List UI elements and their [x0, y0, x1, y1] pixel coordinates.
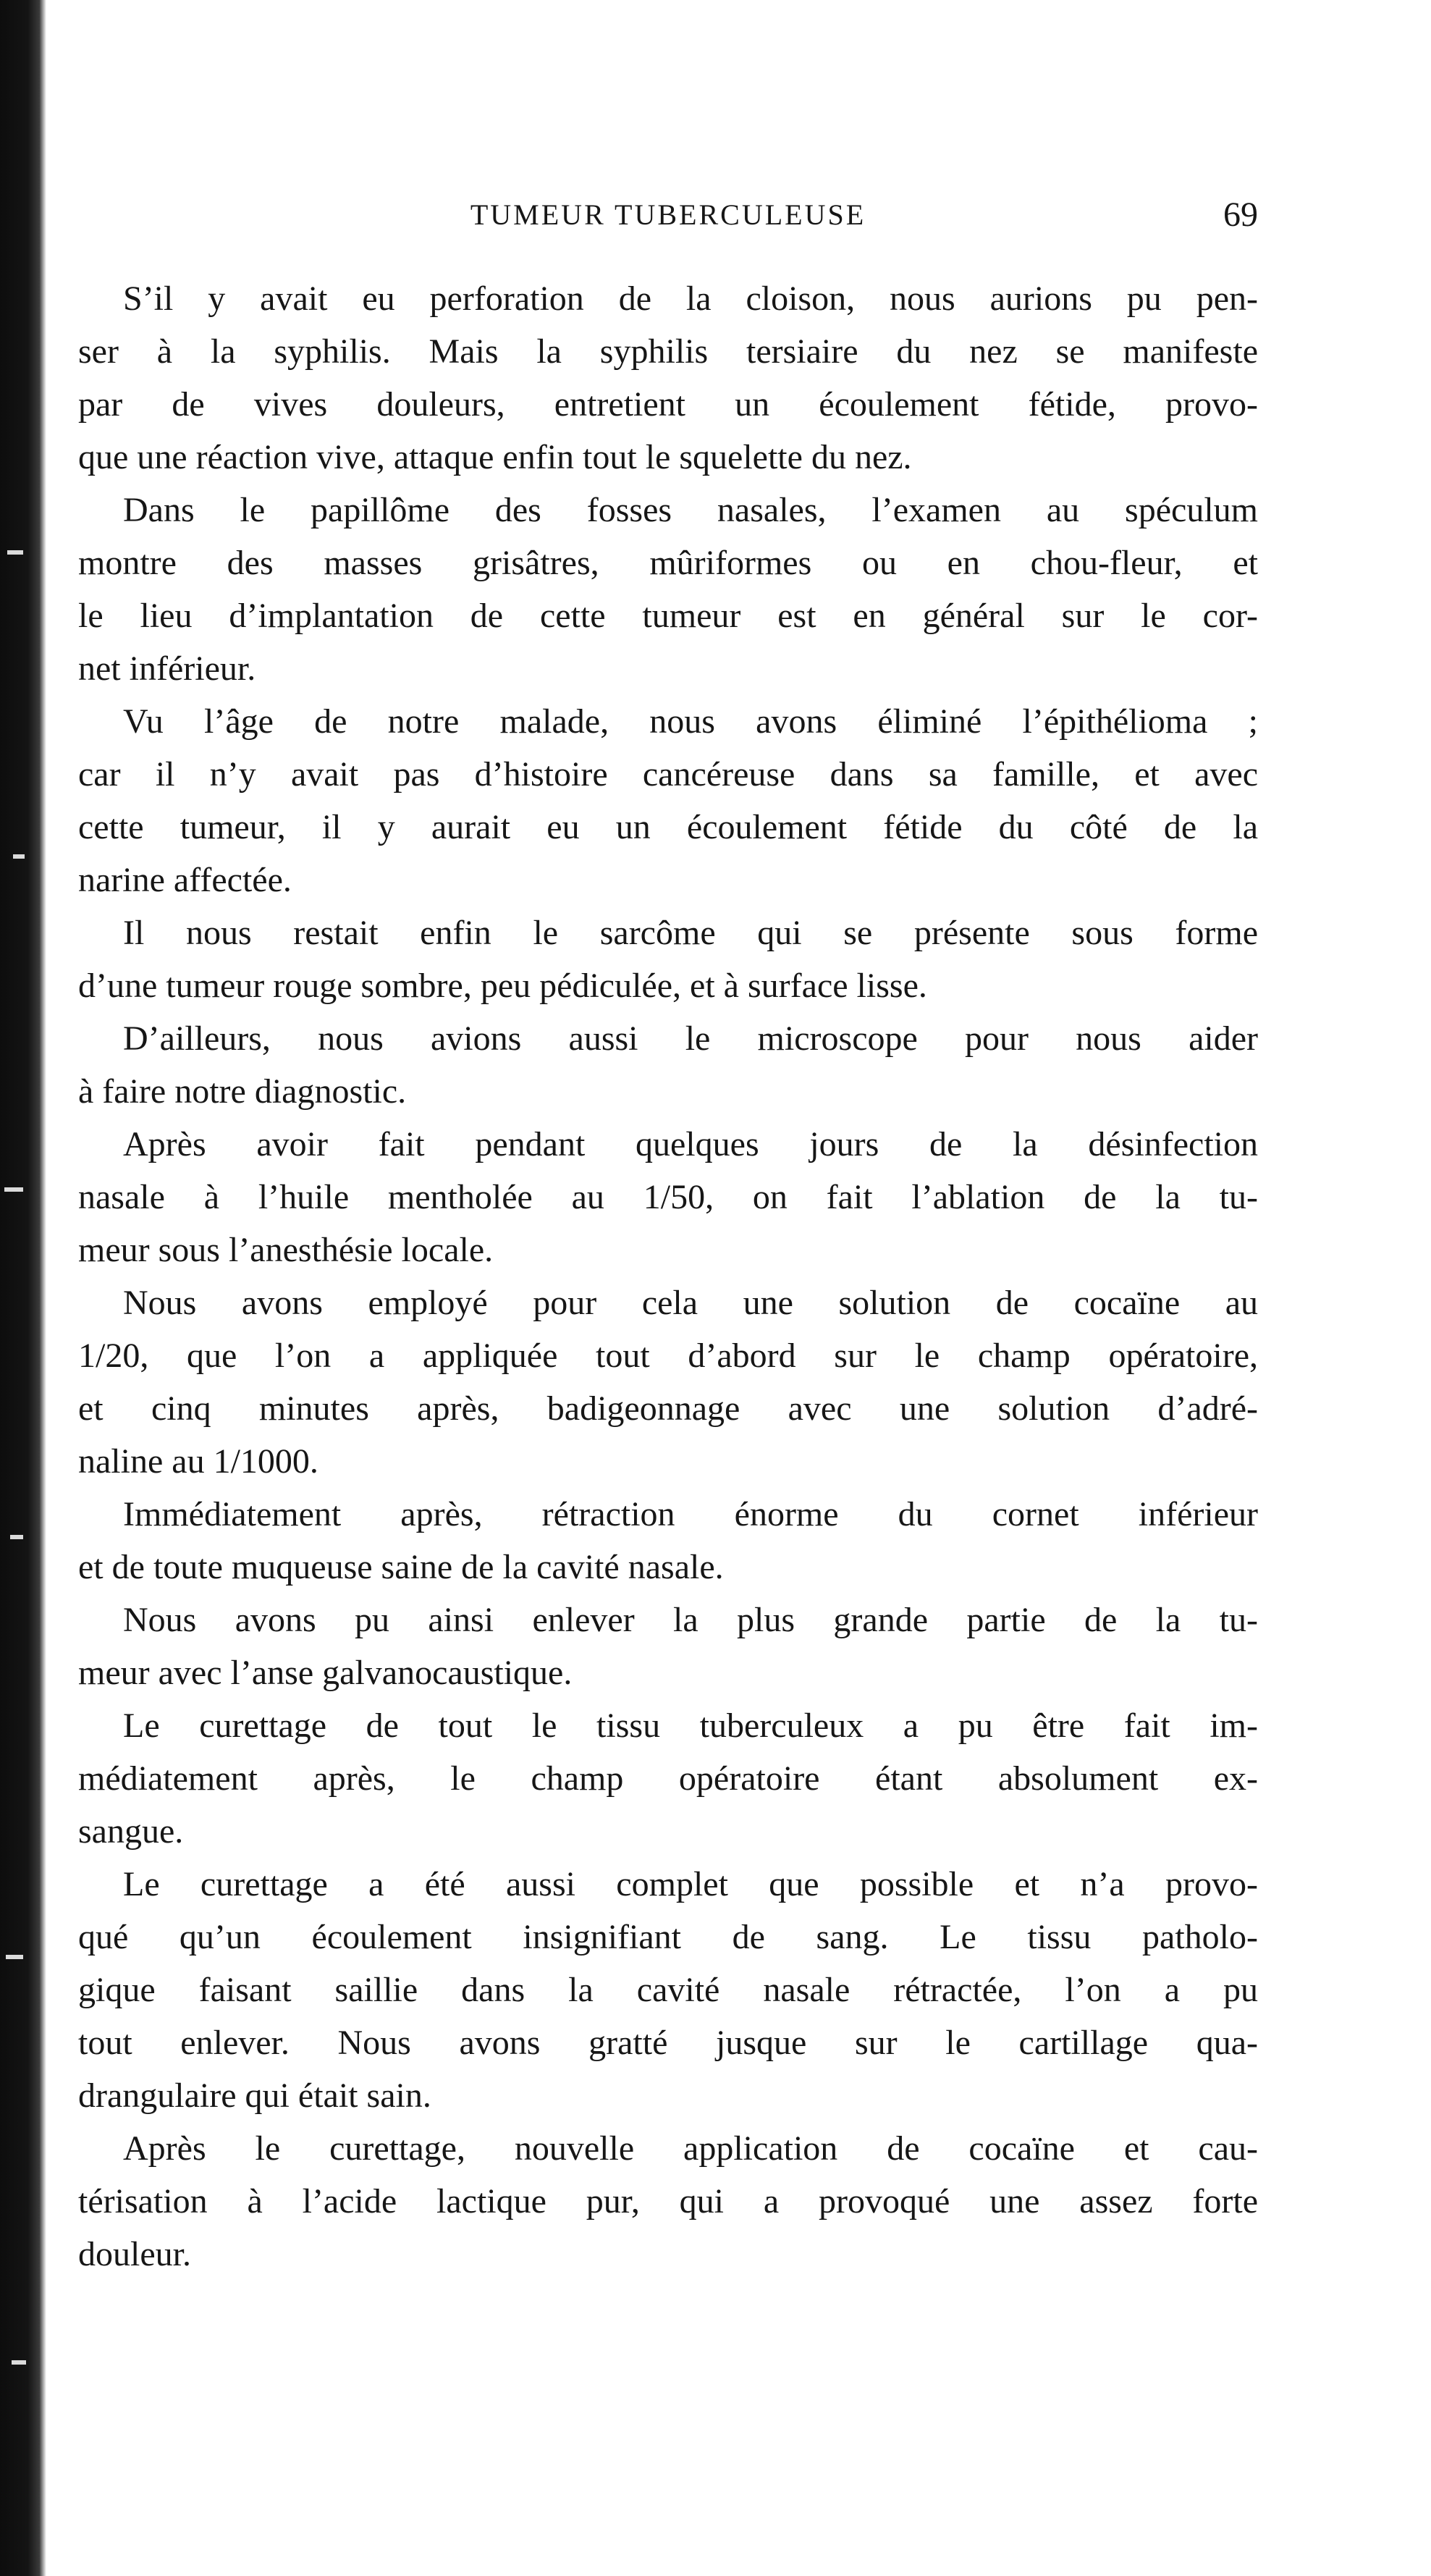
- text-line: nasale à l’huile mentholée au 1/50, on fait l’ablation de la tu-: [78, 1178, 1258, 1216]
- text-line: Immédiatement après, rétraction énorme du cornet inférieur: [123, 1495, 1258, 1533]
- gutter-mark: [10, 1535, 23, 1539]
- text-line: narine affectée.: [78, 861, 292, 899]
- page-number: 69: [1223, 195, 1258, 234]
- text-line: S’il y avait eu perforation de la cloison, nous aurions pu pen-: [123, 279, 1258, 318]
- text-line: Vu l’âge de notre malade, nous avons éliminé l’épithélioma ;: [123, 702, 1258, 741]
- gutter-mark: [7, 550, 23, 555]
- binding-gutter: [0, 0, 46, 2576]
- text-line: que une réaction vive, attaque enfin tout le squelette du nez.: [78, 438, 912, 476]
- text-line: térisation à l’acide lactique pur, qui a provoqué une assez forte: [78, 2182, 1258, 2221]
- running-title: TUMEUR TUBERCULEUSE: [470, 198, 866, 231]
- text-line: naline au 1/1000.: [78, 1442, 318, 1481]
- text-line: D’ailleurs, nous avions aussi le microscope pour nous aider: [123, 1019, 1258, 1058]
- text-line: Après le curettage, nouvelle application de cocaïne et cau-: [123, 2129, 1258, 2168]
- text-line: meur avec l’anse galvanocaustique.: [78, 1654, 573, 1692]
- text-line: et de toute muqueuse saine de la cavité nasale.: [78, 1548, 724, 1586]
- text-line: gique faisant saillie dans la cavité nasale rétractée, l’on a pu: [78, 1971, 1258, 2009]
- text-line: par de vives douleurs, entretient un écoulement fétide, provo-: [78, 385, 1258, 424]
- text-line: douleur.: [78, 2235, 191, 2273]
- text-line: Il nous restait enfin le sarcôme qui se présente sous forme: [123, 914, 1258, 952]
- text-line: Nous avons employé pour cela une solution de cocaïne au: [123, 1284, 1258, 1322]
- text-line: car il n’y avait pas d’histoire cancéreuse dans sa famille, et avec: [78, 755, 1258, 794]
- text-line: Le curettage de tout le tissu tuberculeux a pu être fait im-: [123, 1706, 1258, 1745]
- text-line: médiatement après, le champ opératoire étant absolument ex-: [78, 1759, 1258, 1798]
- gutter-mark: [13, 854, 25, 859]
- text-line: ser à la syphilis. Mais la syphilis tersiaire du nez se manifeste: [78, 332, 1258, 371]
- text-line: Le curettage a été aussi complet que possible et n’a provo-: [123, 1865, 1258, 1903]
- text-line: et cinq minutes après, badigeonnage avec une solution d’adré-: [78, 1389, 1258, 1428]
- text-line: Après avoir fait pendant quelques jours de la désinfection: [123, 1125, 1258, 1163]
- gutter-mark: [12, 2360, 26, 2365]
- gutter-mark: [4, 1187, 23, 1192]
- body-text: [78, 272, 1258, 2281]
- text-line: drangulaire qui était sain.: [78, 2076, 431, 2115]
- text-line: sangue.: [78, 1812, 184, 1851]
- text-line: Dans le papillôme des fosses nasales, l’examen au spéculum: [123, 491, 1258, 529]
- text-line: cette tumeur, il y aurait eu un écoulement fétide du côté de la: [78, 808, 1258, 846]
- text-line: meur sous l’anesthésie locale.: [78, 1231, 494, 1269]
- text-line: montre des masses grisâtres, mûriformes ou en chou-fleur, et: [78, 544, 1258, 582]
- gutter-mark: [6, 1955, 23, 1959]
- page-header: [78, 190, 1258, 240]
- text-line: d’une tumeur rouge sombre, peu pédiculée, et à surface lisse.: [78, 967, 927, 1005]
- text-line: 1/20, que l’on a appliquée tout d’abord sur le champ opératoire,: [78, 1337, 1258, 1375]
- text-line: qué qu’un écoulement insignifiant de sang. Le tissu patholo-: [78, 1918, 1258, 1956]
- text-line: net inférieur.: [78, 649, 256, 688]
- text-line: le lieu d’implantation de cette tumeur est en général sur le cor-: [78, 597, 1258, 635]
- text-line: à faire notre diagnostic.: [78, 1072, 407, 1111]
- text-line: Nous avons pu ainsi enlever la plus grande partie de la tu-: [123, 1601, 1258, 1639]
- text-line: tout enlever. Nous avons gratté jusque sur le cartillage qua-: [78, 2024, 1258, 2062]
